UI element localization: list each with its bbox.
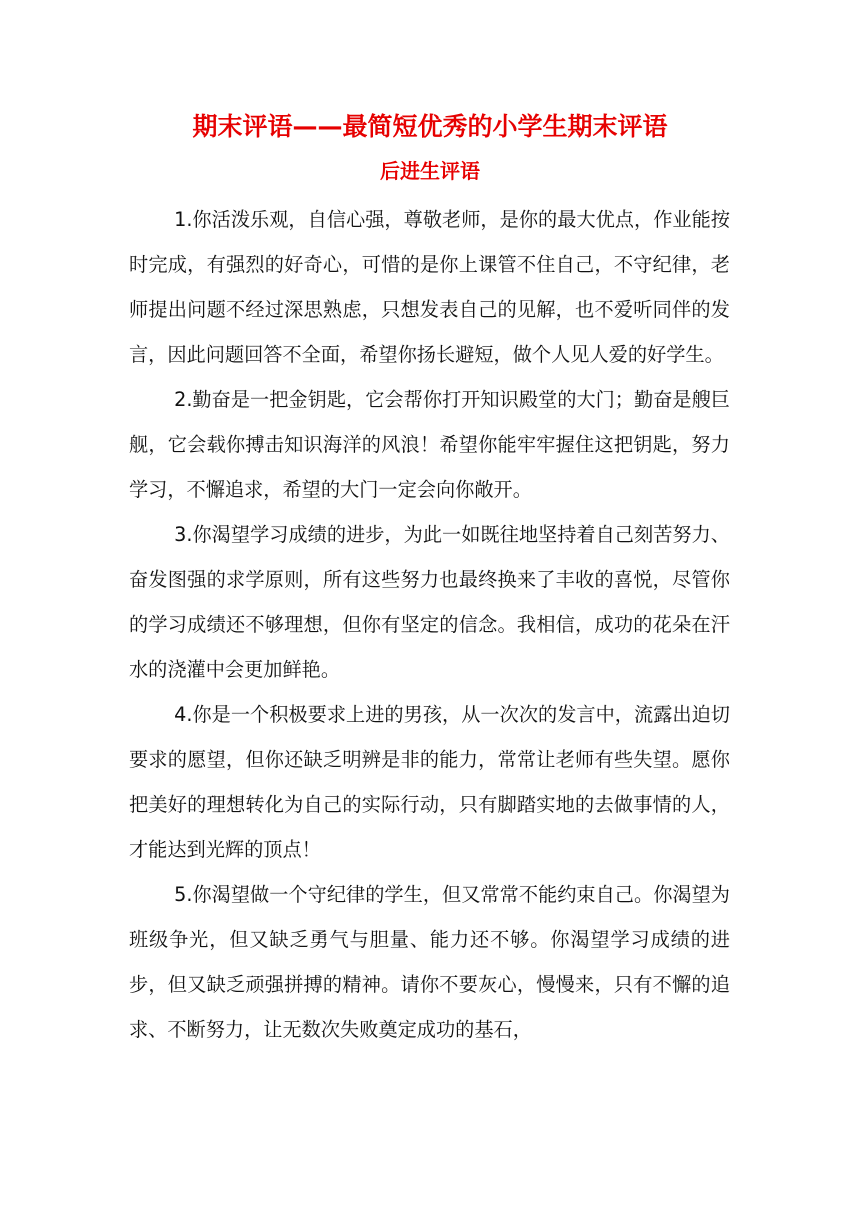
paragraph-2: 2.勤奋是一把金钥匙，它会帮你打开知识殿堂的大门；勤奋是艘巨舰，它会载你搏击知识海洋的风浪！希望你能牢牢握住这把钥匙，努力学习，不懈追求，希望的大门一定会向你敞开。 xyxy=(129,388,730,501)
section-subtitle: 后进生评语 xyxy=(380,159,480,183)
document-title: 期末评语——最简短优秀的小学生期末评语 xyxy=(192,112,668,141)
paragraph-1: 1.你活泼乐观，自信心强，尊敬老师，是你的最大优点，作业能按时完成，有强烈的好奇心，可惜的是你上课管不住自己，不守纪律，老师提出问题不经过深思熟虑，只想发表自己的见解，也不爱听同伴的发言，因此问题回答不全面，希望你扬长避短，做个人见人爱的好学生。 xyxy=(129,208,730,366)
document-body xyxy=(129,197,730,1052)
paragraph-5: 5.你渴望做一个守纪律的学生，但又常常不能约束自己。你渴望为班级争光，但又缺乏勇气与胆量、能力还不够。你渴望学习成绩的进步，但又缺乏顽强拼搏的精神。请你不要灰心，慢慢来，只有不懈的追求、不断努力，让无数次失败奠定成功的基石， xyxy=(129,883,730,1041)
paragraph-3: 3.你渴望学习成绩的进步，为此一如既往地坚持着自己刻苦努力、奋发图强的求学原则，所有这些努力也最终换来了丰收的喜悦，尽管你的学习成绩还不够理想，但你有坚定的信念。我相信，成功的花朵在汗水的浇灌中会更加鲜艳。 xyxy=(129,523,730,681)
paragraph-4: 4.你是一个积极要求上进的男孩，从一次次的发言中，流露出迫切要求的愿望，但你还缺乏明辨是非的能力，常常让老师有些失望。愿你把美好的理想转化为自己的实际行动，只有脚踏实地的去做事情的人，才能达到光辉的顶点！ xyxy=(129,703,730,861)
